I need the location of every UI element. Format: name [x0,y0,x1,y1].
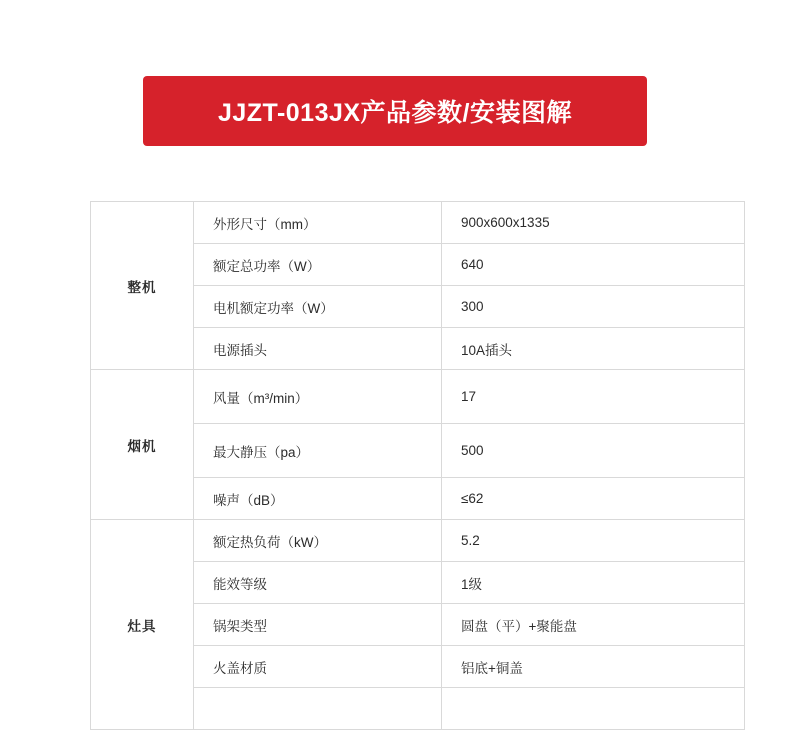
group-label-whole-machine: 整机 [91,202,194,370]
table-row [91,370,745,424]
param-label: 噪声（dB） [194,478,442,520]
param-value [442,688,745,730]
param-label: 额定总功率（W） [194,244,442,286]
param-label: 锅架类型 [194,604,442,646]
param-value: 900x600x1335 [442,202,745,244]
param-value: 640 [442,244,745,286]
param-value: 1级 [442,562,745,604]
table-row [91,202,745,244]
param-label [194,688,442,730]
param-label: 风量（m³/min） [194,370,442,424]
param-value: 500 [442,424,745,478]
param-value: 10A插头 [442,328,745,370]
param-value: 17 [442,370,745,424]
title-banner [143,76,647,146]
param-label: 能效等级 [194,562,442,604]
param-value: 300 [442,286,745,328]
group-label-stove: 灶具 [91,520,194,730]
param-label: 电机额定功率（W） [194,286,442,328]
param-label: 额定热负荷（kW） [194,520,442,562]
group-label-hood: 烟机 [91,370,194,520]
param-label: 最大静压（pa） [194,424,442,478]
spec-table-container [90,201,700,730]
spec-table [90,201,745,730]
param-value: ≤62 [442,478,745,520]
param-label: 外形尺寸（mm） [194,202,442,244]
param-value: 圆盘（平）+聚能盘 [442,604,745,646]
param-label: 电源插头 [194,328,442,370]
table-row [91,520,745,562]
param-value: 5.2 [442,520,745,562]
param-label: 火盖材质 [194,646,442,688]
param-value: 铝底+铜盖 [442,646,745,688]
spec-table-body [91,202,745,730]
page-title: JJZT-013JX产品参数/安装图解 [217,99,573,127]
